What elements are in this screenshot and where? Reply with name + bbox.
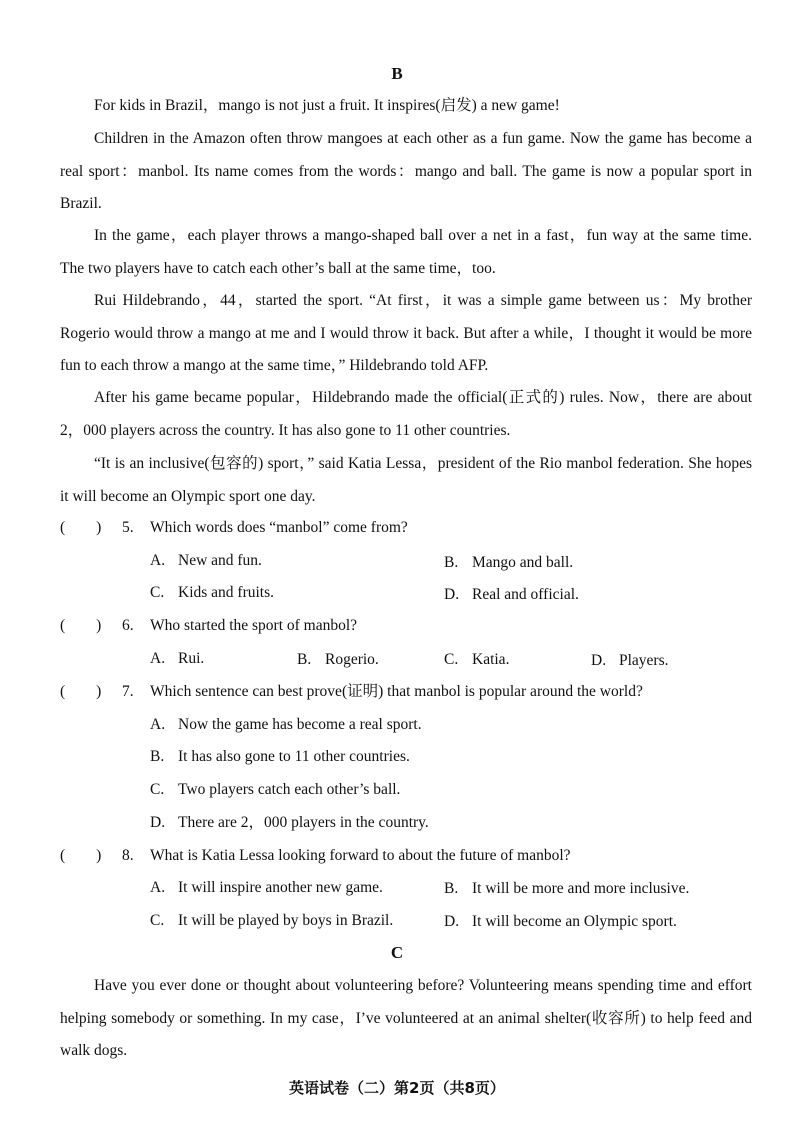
option-7c: C. Two players catch each other’s ball. bbox=[150, 781, 401, 798]
option-8c: C. It will be played by boys in Brazil. bbox=[150, 912, 394, 929]
option-8b: B. It will be more and more inclusive. bbox=[444, 880, 690, 897]
page-footer: 英语试卷（二）第2页（共8页） bbox=[289, 1079, 505, 1097]
question-text: Which words does “manbol” come from? bbox=[150, 519, 408, 536]
section-b-paragraph-5: After his game became popular，Hildebrando made the official(正式的) rules. Now，there are about 2，000 players across the country. It has also gone to 11 other countries. bbox=[60, 389, 752, 439]
question-text: What is Katia Lessa looking forward to about the future of manbol? bbox=[150, 847, 571, 864]
option-8a: A. It will inspire another new game. bbox=[150, 879, 383, 896]
question-number: 5. bbox=[122, 519, 134, 536]
section-c-paragraph-1: Have you ever done or thought about volunteering before? Volunteering means spending time and effort helping somebody or something. In my case，I’ve volunteered at an animal shelter(收容所) to help feed and walk dogs. bbox=[60, 977, 752, 1059]
section-b-paragraph-1: For kids in Brazil，mango is not just a fruit. It inspires(启发) a new game! bbox=[94, 97, 560, 114]
answer-blank[interactable]: ( ) bbox=[60, 519, 102, 536]
answer-blank[interactable]: ( ) bbox=[60, 847, 102, 864]
answer-blank[interactable]: ( ) bbox=[60, 683, 102, 700]
option-5b: B. Mango and ball. bbox=[444, 554, 574, 571]
option-6a: A. Rui. bbox=[150, 650, 205, 667]
question-number: 8. bbox=[122, 847, 134, 864]
question-text: Who started the sport of manbol? bbox=[150, 617, 358, 634]
option-5d: D. Real and official. bbox=[444, 586, 579, 603]
option-7a: A. Now the game has become a real sport. bbox=[150, 716, 422, 733]
option-6b: B. Rogerio. bbox=[297, 651, 379, 668]
question-text: Which sentence can best prove(证明) that manbol is popular around the world? bbox=[150, 683, 643, 700]
section-b-paragraph-3: In the game，each player throws a mango-shaped ball over a net in a fast，fun way at the same time. The two players have to catch each other’s ball at the same time，too. bbox=[60, 227, 752, 277]
section-b-paragraph-4: Rui Hildebrando，44，started the sport. “At first，it was a simple game between us：My brother Rogerio would throw a mango at me and I would throw it back. But after a while，I thought it would be more fun to each throw a mango at the same time，” Hildebrando told AFP. bbox=[60, 292, 752, 374]
option-7d: D. There are 2，000 players in the country. bbox=[150, 814, 429, 831]
section-c-heading: C bbox=[390, 943, 404, 962]
option-5c: C. Kids and fruits. bbox=[150, 584, 275, 601]
question-number: 6. bbox=[122, 617, 134, 634]
option-8d: D. It will become an Olympic sport. bbox=[444, 913, 677, 930]
option-7b: B. It has also gone to 11 other countries. bbox=[150, 748, 410, 765]
section-b-heading: B bbox=[391, 64, 403, 83]
question-number: 7. bbox=[122, 683, 134, 700]
answer-blank[interactable]: ( ) bbox=[60, 617, 102, 634]
option-6d: D. Players. bbox=[591, 652, 669, 669]
option-6c: C. Katia. bbox=[444, 651, 510, 668]
section-b-paragraph-6: “It is an inclusive(包容的) sport，” said Katia Lessa，president of the Rio manbol federation. She hopes it will become an Olympic sport one day. bbox=[60, 455, 752, 505]
section-b-paragraph-2: Children in the Amazon often throw mangoes at each other as a fun game. Now the game has become a real sport：manbol. Its name comes from the words：mango and ball. The game is now a popular sport in Brazil. bbox=[60, 130, 752, 212]
option-5a: A. New and fun. bbox=[150, 552, 262, 569]
